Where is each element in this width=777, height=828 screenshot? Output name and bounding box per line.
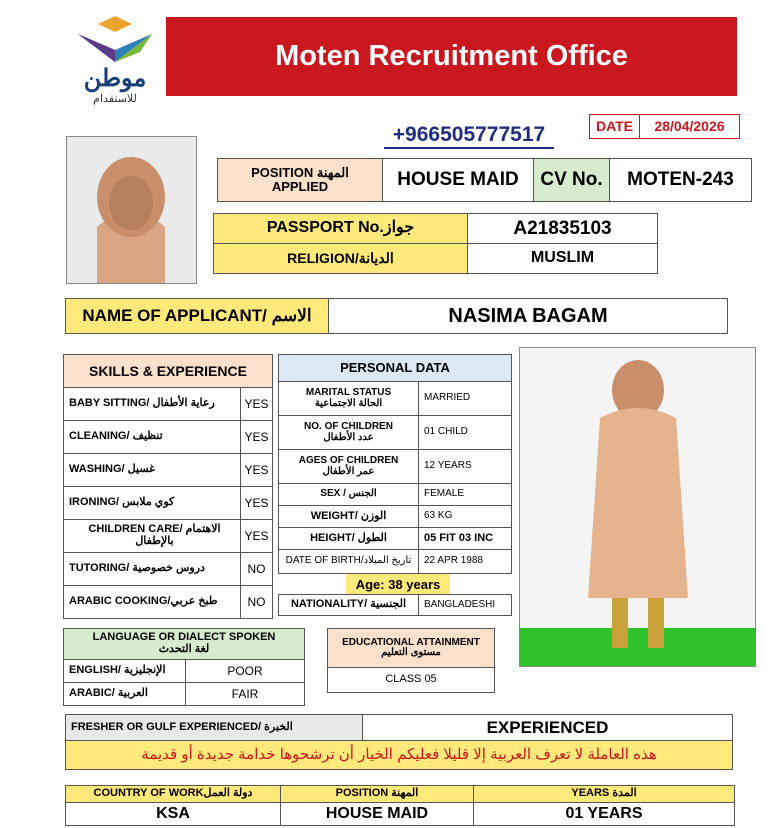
height-label: HEIGHT/ الطول <box>278 527 419 550</box>
skill-label: IRONING/ كوي ملابس <box>63 486 241 520</box>
work-country-value: KSA <box>65 802 281 826</box>
position-label-en: POSITION <box>251 165 314 181</box>
marital-label <box>278 381 419 416</box>
header-banner <box>166 17 737 96</box>
experience-note: هذه العاملة لا تعرف العربية إلا قليلا فعليكم الخيار أن ترشحوها خدامة جديدة أو قديمة <box>65 740 733 770</box>
logo-chevron-icon <box>70 12 160 64</box>
sex-value: FEMALE <box>418 483 512 506</box>
position-label-en2: APPLIED <box>271 179 329 194</box>
skill-label: ARABIC COOKING/طبخ عربي <box>63 585 241 619</box>
portrait-silhouette-icon <box>67 137 196 283</box>
skill-label: TUTORING/ دروس خصوصية <box>63 552 241 586</box>
religion-value: MUSLIM <box>467 243 658 274</box>
marital-label-ar: الحالة الاجتماعية <box>314 397 383 409</box>
ages-label <box>278 449 419 484</box>
height-value: 05 FIT 03 INC <box>418 527 512 550</box>
work-country-header: COUNTRY OF WORKدولة العمل <box>65 785 281 803</box>
marital-label-en: MARITAL STATUS <box>305 387 392 398</box>
position-label <box>217 158 383 202</box>
work-years-value: 01 YEARS <box>473 802 735 826</box>
company-logo <box>70 12 160 104</box>
work-years-header: YEARS المدة <box>473 785 735 803</box>
age-value: Age: 38 years <box>346 574 450 594</box>
language-value: FAIR <box>185 682 305 706</box>
skill-value: NO <box>240 552 273 586</box>
children-value: 01 CHILD <box>418 415 512 450</box>
language-label: ENGLISH/ الإنجليزية <box>63 659 186 683</box>
phone-number[interactable]: +966505777517 <box>384 123 554 149</box>
children-label-en: NO. OF CHILDREN <box>304 421 393 432</box>
nationality-label: NATIONALITY/ الجنسية <box>278 594 419 616</box>
ages-label-en: AGES OF CHILDREN <box>298 455 399 466</box>
ages-label-ar: عمر الأطفال <box>322 465 375 477</box>
language-header-en: LANGUAGE OR DIALECT SPOKEN <box>92 631 276 644</box>
skill-label: BABY SITTING/ رعاية الأطفال <box>63 387 241 421</box>
skill-value: YES <box>240 453 273 487</box>
passport-label: PASSPORT No.جواز <box>213 213 468 244</box>
children-label <box>278 415 419 450</box>
name-label: NAME OF APPLICANT/ الاسم <box>65 298 329 334</box>
religion-label: RELIGION/الديانة <box>213 243 468 274</box>
cv-value: MOTEN-243 <box>609 158 752 202</box>
skills-header: SKILLS & EXPERIENCE <box>63 354 273 388</box>
applicant-photo-portrait <box>66 136 197 284</box>
office-title: Moten Recruitment Office <box>275 40 628 72</box>
full-body-silhouette-icon <box>520 348 755 666</box>
language-value: POOR <box>185 659 305 683</box>
work-position-value: HOUSE MAID <box>280 802 474 826</box>
skill-value: NO <box>240 585 273 619</box>
weight-value: 63 KG <box>418 505 512 528</box>
experience-label: FRESHER OR GULF EXPERIENCED/ الخبرة <box>65 714 363 741</box>
nationality-value: BANGLADESHI <box>418 594 512 616</box>
position-label-ar: المهنة <box>316 165 349 181</box>
cv-label: CV No. <box>533 158 610 202</box>
sex-label: SEX / الجنس <box>278 483 419 506</box>
education-header-en: EDUCATIONAL ATTAINMENT <box>342 636 480 648</box>
logo-arabic-name: موطن <box>83 65 147 92</box>
personal-data-header: PERSONAL DATA <box>278 354 512 382</box>
education-header <box>327 628 495 668</box>
ages-value: 12 YEARS <box>418 449 512 484</box>
language-header <box>63 628 305 660</box>
dob-label: DATE OF BIRTH/تاريخ الميلاد <box>278 549 419 574</box>
skill-label: CHILDREN CARE/ الاهتمام بالإطفال <box>63 519 241 553</box>
date-value: 28/04/2026 <box>639 114 740 139</box>
name-value: NASIMA BAGAM <box>328 298 728 334</box>
skill-value: YES <box>240 387 273 421</box>
date-label: DATE <box>589 114 640 139</box>
skill-label: WASHING/ غسيل <box>63 453 241 487</box>
dob-value: 22 APR 1988 <box>418 549 512 574</box>
weight-label: WEIGHT/ الوزن <box>278 505 419 528</box>
education-value: CLASS 05 <box>327 667 495 693</box>
education-header-ar: مستوى التعليم <box>381 647 441 658</box>
applicant-photo-full <box>519 347 756 667</box>
skill-value: YES <box>240 519 273 553</box>
children-label-ar: عدد الأطفال <box>323 431 374 443</box>
skill-label: CLEANING/ تنظيف <box>63 420 241 454</box>
language-label: ARABIC/ العربية <box>63 682 186 706</box>
skill-value: YES <box>240 486 273 520</box>
work-position-header: POSITION المهنة <box>280 785 474 803</box>
passport-value: A21835103 <box>467 213 658 244</box>
experience-value: EXPERIENCED <box>362 714 733 741</box>
skill-value: YES <box>240 420 273 454</box>
logo-arabic-subtitle: للاستقدام <box>93 93 137 105</box>
position-value: HOUSE MAID <box>382 158 534 202</box>
language-header-ar: لغة التحدث <box>158 643 210 655</box>
marital-value: MARRIED <box>418 381 512 416</box>
